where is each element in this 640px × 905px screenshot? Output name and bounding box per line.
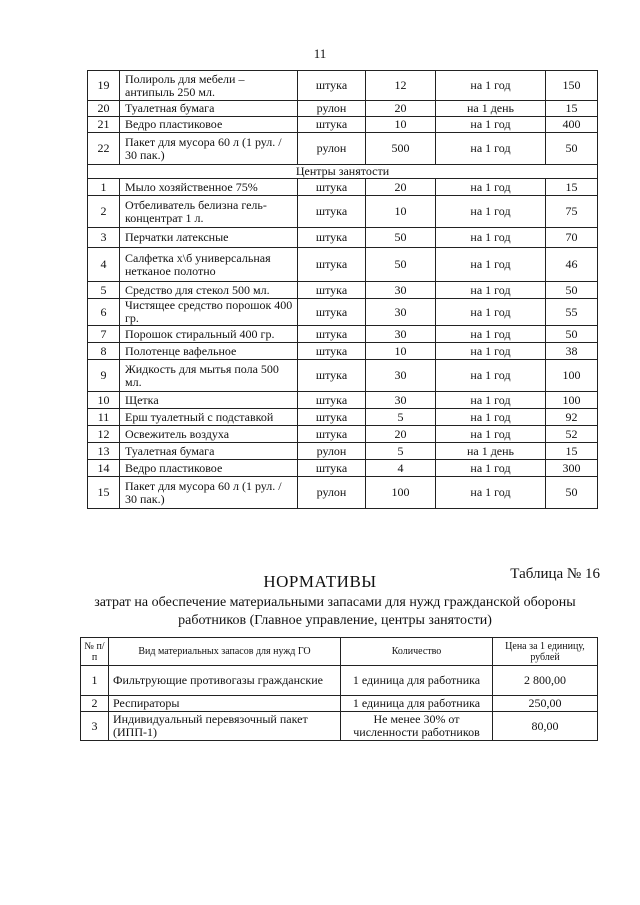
- table-row: [88, 343, 598, 360]
- row-number: 22: [88, 133, 120, 165]
- item-period: на 1 год: [436, 299, 546, 326]
- item-quantity: 100: [366, 477, 436, 509]
- item-price: 52: [546, 426, 598, 443]
- row-number: 8: [88, 343, 120, 360]
- section-label: Центры занятости: [88, 165, 598, 179]
- item-name: Респираторы: [109, 696, 341, 712]
- row-number: 12: [88, 426, 120, 443]
- item-name: Туалетная бумага: [120, 101, 298, 117]
- item-period: на 1 год: [436, 477, 546, 509]
- item-price: 15: [546, 179, 598, 196]
- table-row: [88, 443, 598, 460]
- item-quantity: 30: [366, 299, 436, 326]
- item-name: Порошок стиральный 400 гр.: [120, 326, 298, 343]
- item-unit: штука: [298, 71, 366, 101]
- table-row: [81, 712, 598, 741]
- item-price: 15: [546, 101, 598, 117]
- supplies-table: [87, 70, 598, 509]
- header-qty: Количество: [341, 638, 493, 666]
- table-row: [88, 101, 598, 117]
- item-name: Салфетка х\б универсальная нетканое полотно: [120, 248, 298, 282]
- item-price: 50: [546, 477, 598, 509]
- item-price: 250,00: [493, 696, 598, 712]
- item-price: 80,00: [493, 712, 598, 741]
- item-price: 50: [546, 326, 598, 343]
- item-quantity: 500: [366, 133, 436, 165]
- row-number: 20: [88, 101, 120, 117]
- table-row: [88, 248, 598, 282]
- item-period: на 1 год: [436, 360, 546, 392]
- item-name: Индивидуальный перевязочный пакет (ИПП-1): [109, 712, 341, 741]
- item-quantity: 30: [366, 360, 436, 392]
- item-name: Ведро пластиковое: [120, 117, 298, 133]
- item-unit: штука: [298, 326, 366, 343]
- item-price: 75: [546, 196, 598, 228]
- table-row: [88, 179, 598, 196]
- item-unit: штука: [298, 282, 366, 299]
- item-name: Ерш туалетный с подставкой: [120, 409, 298, 426]
- item-quantity: 10: [366, 196, 436, 228]
- item-unit: штука: [298, 248, 366, 282]
- table-caption-number: Таблица № 16: [510, 566, 600, 582]
- item-quantity: 50: [366, 248, 436, 282]
- table-row: [88, 133, 598, 165]
- item-quantity: 20: [366, 179, 436, 196]
- table-row: [88, 196, 598, 228]
- row-number: 2: [88, 196, 120, 228]
- row-number: 3: [88, 228, 120, 248]
- item-period: на 1 год: [436, 133, 546, 165]
- item-name: Отбеливатель белизна гель-концентрат 1 л.: [120, 196, 298, 228]
- item-name: Щетка: [120, 392, 298, 409]
- item-name: Жидкость для мытья пола 500 мл.: [120, 360, 298, 392]
- item-unit: рулон: [298, 101, 366, 117]
- table-row: [88, 392, 598, 409]
- header-name: Вид материальных запасов для нужд ГО: [109, 638, 341, 666]
- civil-defense-norms-table: [80, 637, 598, 741]
- item-price: 150: [546, 71, 598, 101]
- item-price: 100: [546, 360, 598, 392]
- item-quantity: 12: [366, 71, 436, 101]
- item-unit: штука: [298, 409, 366, 426]
- item-price: 50: [546, 133, 598, 165]
- item-unit: рулон: [298, 477, 366, 509]
- table-row: [88, 282, 598, 299]
- item-name: Фильтрующие противогазы гражданские: [109, 666, 341, 696]
- item-name: Освежитель воздуха: [120, 426, 298, 443]
- item-name: Средство для стекол 500 мл.: [120, 282, 298, 299]
- item-period: на 1 год: [436, 71, 546, 101]
- item-unit: штука: [298, 426, 366, 443]
- item-name: Мыло хозяйственное 75%: [120, 179, 298, 196]
- table-row: [81, 696, 598, 712]
- table-row: [88, 409, 598, 426]
- item-price: 70: [546, 228, 598, 248]
- item-period: на 1 год: [436, 326, 546, 343]
- row-number: 15: [88, 477, 120, 509]
- item-unit: штука: [298, 360, 366, 392]
- item-name: Полотенце вафельное: [120, 343, 298, 360]
- row-number: 1: [81, 666, 109, 696]
- item-unit: рулон: [298, 443, 366, 460]
- row-number: 1: [88, 179, 120, 196]
- table-row: [88, 460, 598, 477]
- section-row: [88, 165, 598, 179]
- item-period: на 1 год: [436, 392, 546, 409]
- item-quantity: 1 единица для работника: [341, 666, 493, 696]
- item-price: 400: [546, 117, 598, 133]
- item-quantity: 4: [366, 460, 436, 477]
- item-period: на 1 год: [436, 282, 546, 299]
- item-period: на 1 год: [436, 426, 546, 443]
- item-quantity: 10: [366, 343, 436, 360]
- item-name: Чистящее средство порошок 400 гр.: [120, 299, 298, 326]
- item-period: на 1 год: [436, 196, 546, 228]
- table-row: [88, 477, 598, 509]
- item-name: Перчатки латексные: [120, 228, 298, 248]
- item-quantity: 50: [366, 228, 436, 248]
- row-number: 11: [88, 409, 120, 426]
- item-unit: рулон: [298, 133, 366, 165]
- row-number: 9: [88, 360, 120, 392]
- item-name: Ведро пластиковое: [120, 460, 298, 477]
- norms-title: НОРМАТИВЫ: [263, 572, 377, 591]
- table-row: [88, 117, 598, 133]
- header-num: № п/п: [81, 638, 109, 666]
- table-row: [88, 228, 598, 248]
- item-price: 46: [546, 248, 598, 282]
- item-unit: штука: [298, 460, 366, 477]
- item-unit: штука: [298, 228, 366, 248]
- page-number: 11: [313, 46, 327, 61]
- row-number: 5: [88, 282, 120, 299]
- item-quantity: 30: [366, 282, 436, 299]
- row-number: 21: [88, 117, 120, 133]
- item-period: на 1 год: [436, 248, 546, 282]
- item-period: на 1 год: [436, 409, 546, 426]
- row-number: 4: [88, 248, 120, 282]
- table-row: [88, 326, 598, 343]
- item-price: 92: [546, 409, 598, 426]
- item-period: на 1 год: [436, 460, 546, 477]
- row-number: 6: [88, 299, 120, 326]
- item-unit: штука: [298, 343, 366, 360]
- item-quantity: 20: [366, 426, 436, 443]
- item-price: 300: [546, 460, 598, 477]
- row-number: 14: [88, 460, 120, 477]
- item-price: 15: [546, 443, 598, 460]
- item-name: Пакет для мусора 60 л (1 рул. / 30 пак.): [120, 477, 298, 509]
- item-unit: штука: [298, 299, 366, 326]
- row-number: 7: [88, 326, 120, 343]
- item-period: на 1 год: [436, 343, 546, 360]
- item-unit: штука: [298, 392, 366, 409]
- item-price: 55: [546, 299, 598, 326]
- item-price: 100: [546, 392, 598, 409]
- item-quantity: 5: [366, 443, 436, 460]
- item-period: на 1 год: [436, 179, 546, 196]
- table-row: [88, 71, 598, 101]
- item-quantity: 30: [366, 326, 436, 343]
- item-quantity: 1 единица для работника: [341, 696, 493, 712]
- table-row: [88, 360, 598, 392]
- item-name: Туалетная бумага: [120, 443, 298, 460]
- table-row: [81, 666, 598, 696]
- item-unit: штука: [298, 117, 366, 133]
- item-name: Пакет для мусора 60 л (1 рул. / 30 пак.): [120, 133, 298, 165]
- row-number: 19: [88, 71, 120, 101]
- item-quantity: 5: [366, 409, 436, 426]
- norms-subtitle: затрат на обеспечение материальными запасами для нужд гражданской обороны работников (Главное управление, центры занятости): [94, 595, 576, 628]
- item-period: на 1 день: [436, 101, 546, 117]
- row-number: 3: [81, 712, 109, 741]
- item-quantity: 20: [366, 101, 436, 117]
- table-row: [88, 426, 598, 443]
- item-quantity: 30: [366, 392, 436, 409]
- header-price: Цена за 1 единицу, рублей: [493, 638, 598, 666]
- item-name: Полироль для мебели – антипыль 250 мл.: [120, 71, 298, 101]
- row-number: 10: [88, 392, 120, 409]
- item-price: 38: [546, 343, 598, 360]
- table-row: [88, 299, 598, 326]
- item-price: 2 800,00: [493, 666, 598, 696]
- item-period: на 1 год: [436, 117, 546, 133]
- item-quantity: 10: [366, 117, 436, 133]
- item-period: на 1 день: [436, 443, 546, 460]
- table-header-row: [81, 638, 598, 666]
- item-unit: штука: [298, 179, 366, 196]
- item-price: 50: [546, 282, 598, 299]
- row-number: 2: [81, 696, 109, 712]
- item-period: на 1 год: [436, 228, 546, 248]
- item-unit: штука: [298, 196, 366, 228]
- row-number: 13: [88, 443, 120, 460]
- item-quantity: Не менее 30% от численности работников: [341, 712, 493, 741]
